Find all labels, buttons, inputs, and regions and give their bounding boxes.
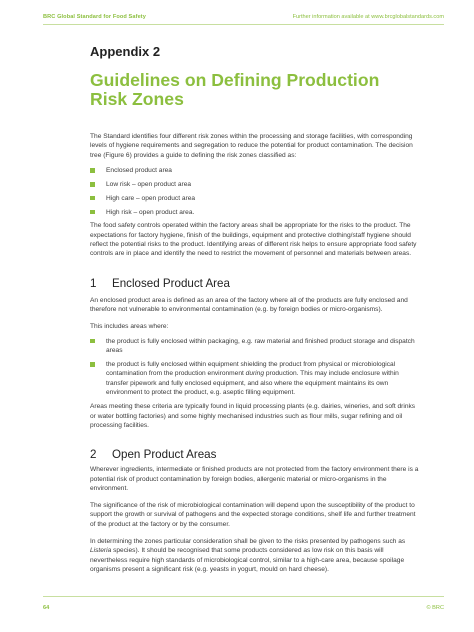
section-1-heading	[90, 277, 420, 290]
controls-paragraph: The food safety controls operated within the factory areas shall be appropriate for the risks to the product. The expectations for factory hygiene, finish of the buildings, equipment and protective clothing/staff hygiene should reflect the potential risks to the product. Identifying areas of different risk helps to ensure appropriate food safety controls are in place and identify the need to restrict the movement of personnel and materials between areas.	[90, 222, 417, 258]
section-1-paragraph-3: Areas meeting these criteria are typically found in liquid processing plants (e.g. dairies, wineries, and soft drinks or water bottling factories) and some highly mechanised industries such as flour mills, sugar refining and oil processing facilities.	[90, 403, 416, 429]
list-item	[90, 166, 420, 175]
bullet-square-icon	[90, 210, 95, 215]
paragraph-text-part: species). It should be recognised that some products considered as low risk on this basis will nevertheless require high standards of microbiological control, similar to a high-care area, because spoilage organisms present a significant risk (e.g. yeasts in yogurt, mould on hard cheese).	[90, 547, 405, 573]
intro-paragraph: The Standard identifies four different risk zones within the processing and storage facilities, with corresponding levels of hygiene requirements and segregation to reduce the potential for product contamination. The decision tree (Figure 6) provides a guide to defining the risk zones classified as:	[90, 133, 413, 159]
list-item-text	[106, 361, 399, 396]
section-number: 2	[90, 448, 97, 462]
section-title: Enclosed Product Area	[112, 276, 230, 290]
list-item-text: High care – open product area	[106, 194, 196, 202]
header-website-link[interactable]: Further information available at www.brcglobalstandards.com	[292, 14, 444, 20]
page-title-line-2: Risk Zones	[90, 89, 184, 109]
bullet-square-icon	[90, 168, 95, 173]
section-title: Open Product Areas	[112, 448, 217, 462]
page-number: 64	[43, 605, 50, 611]
list-item-text: Low risk – open product area	[106, 180, 192, 188]
list-item-text-part: production. This may include enclosure within transfer pipework and fully enclosed equipment, and also where the equipment maintains its own environment to protect the product, e.g. aseptic filling equipment.	[106, 370, 399, 397]
page-title-line-1: Guidelines on Defining Production	[90, 70, 380, 90]
list-item	[90, 194, 420, 203]
bullet-square-icon	[90, 196, 95, 201]
section-number: 1	[90, 276, 97, 290]
list-item-text: Enclosed product area	[106, 166, 172, 174]
list-item	[90, 337, 420, 356]
list-item-text: the product is fully enclosed within packaging, e.g. raw material and finished product storage and dispatch areas	[106, 337, 415, 354]
list-item-text: High risk – open product area.	[106, 208, 195, 216]
page-content	[90, 40, 420, 574]
header-publication-title: BRC Global Standard for Food Safety	[43, 14, 146, 20]
section-2-paragraph-2: The significance of the risk of microbiological contamination will depend upon the susceptibility of the product to support the growth or survival of pathogens and the expected storage conditions, shelf life and further treatment of the product at the factory or by the consumer.	[90, 502, 416, 528]
section-1-list	[90, 337, 420, 398]
section-2-paragraph-3	[90, 537, 420, 574]
emphasis-text: Listeria	[90, 547, 112, 555]
bullet-square-icon	[90, 182, 95, 187]
bullet-square-icon	[90, 339, 95, 344]
footer-divider	[43, 596, 444, 597]
emphasis-text: during	[245, 370, 264, 378]
page-header	[0, 0, 474, 44]
header-divider	[43, 24, 444, 25]
list-item	[90, 180, 420, 189]
list-item-text-part: the product is fully enclosed within equipment shielding the product from physical or microbiological contamination from the production environment	[106, 361, 396, 378]
section-1-paragraph-1: An enclosed product area is defined as an area of the factory where all of the products are fully enclosed and therefore not vulnerable to environmental contamination (e.g. by foreign bodies or micro-organisms).	[90, 296, 408, 313]
risk-zone-list	[90, 166, 420, 217]
section-2-heading	[90, 448, 420, 461]
bullet-square-icon	[90, 362, 95, 367]
page-title	[90, 71, 420, 109]
footer-copyright: © BRC	[426, 605, 444, 611]
paragraph-text-part: In determining the zones particular consideration shall be given to the risks presented by pathogens such as	[90, 537, 406, 545]
list-item	[90, 208, 420, 217]
section-2-paragraph-1: Wherever ingredients, intermediate or finished products are not protected from the factory environment there is a potential risk of product contamination by foreign bodies, allergenic material or micro-organisms in the environment.	[90, 466, 419, 492]
section-1-paragraph-2: This includes areas where:	[90, 323, 169, 331]
list-item	[90, 360, 420, 397]
appendix-label: Appendix 2	[90, 44, 161, 59]
